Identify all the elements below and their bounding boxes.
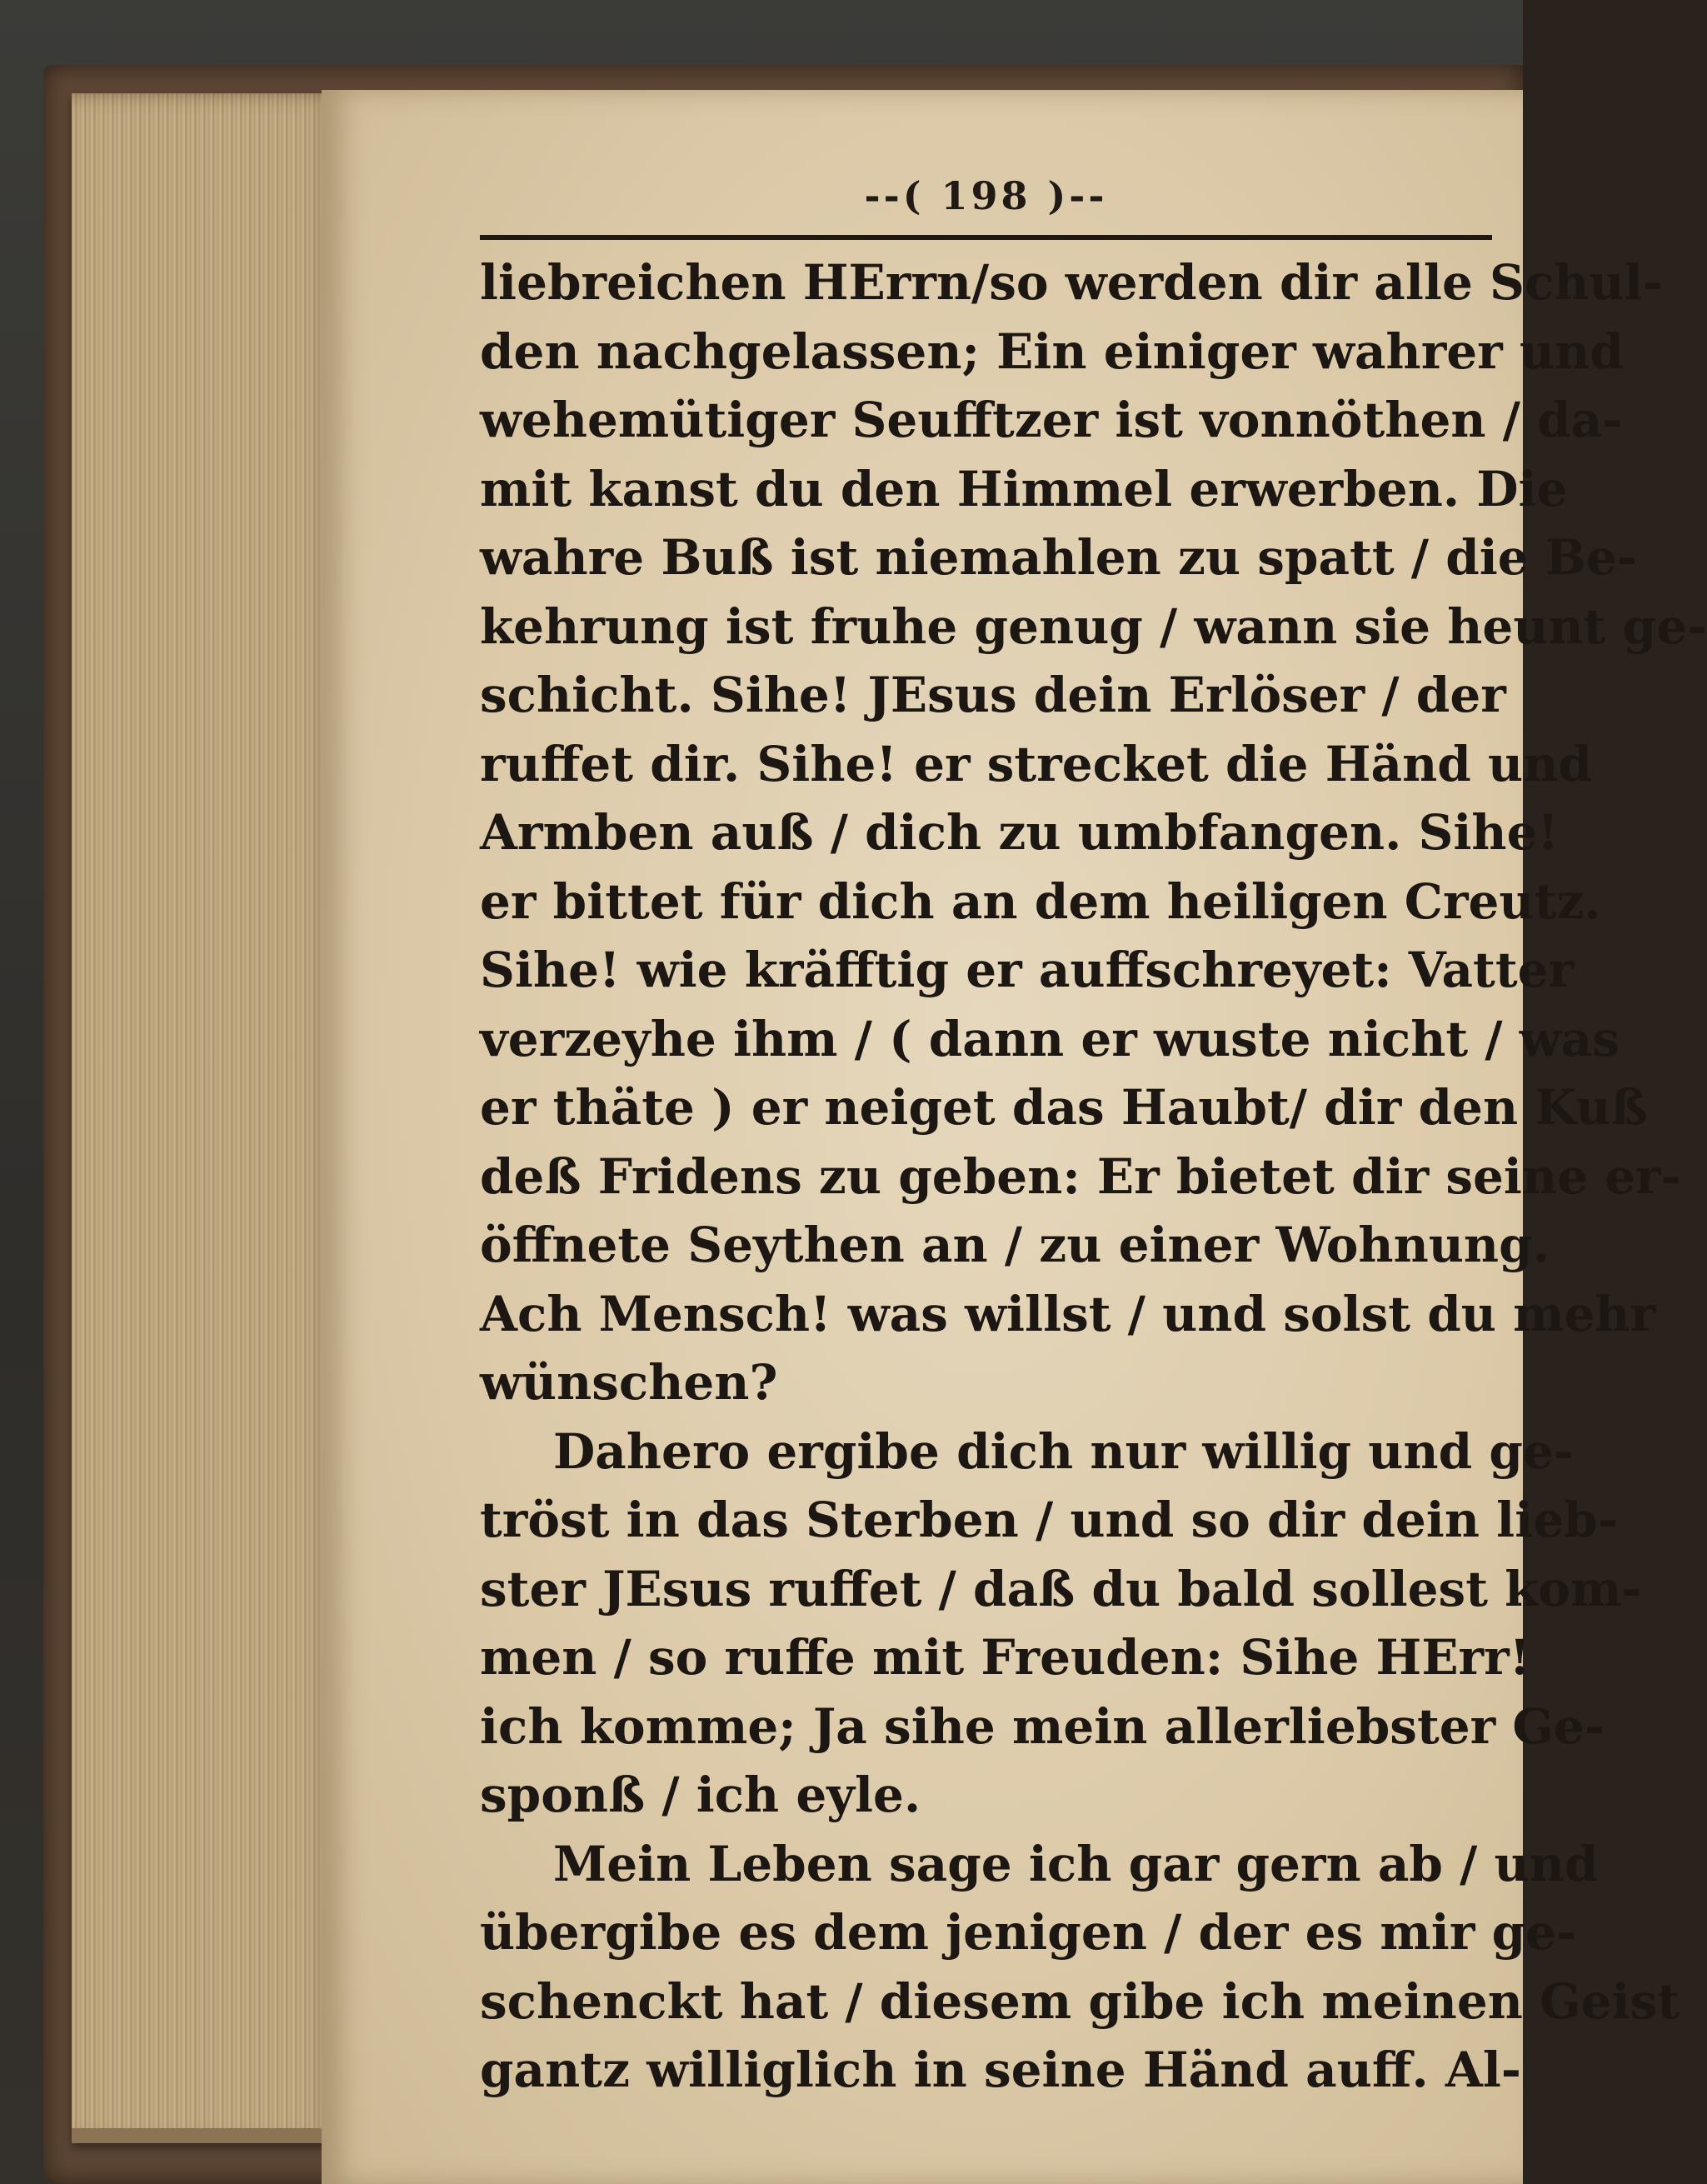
- text-line: er bittet für dich an dem heiligen Creutz.: [480, 872, 1601, 930]
- text-line: wünschen?: [480, 1354, 778, 1411]
- text-line: mit kanst du den Himmel erwerben. Die: [480, 460, 1568, 517]
- text-line: tröst in das Sterben / und so dir dein lieb-: [480, 1492, 1618, 1548]
- text-line: kehrung ist fruhe genug / wann sie heunt ge-: [480, 597, 1707, 655]
- text-line: schicht. Sihe! JEsus dein Erlöser / der: [480, 667, 1506, 723]
- text-line: ich komme; Ja sihe mein allerliebster Ge-: [480, 1697, 1605, 1755]
- text-line: men / so ruffe mit Freuden: Sihe HErr!: [480, 1629, 1531, 1686]
- page-number: ‑‑( 198 )‑‑: [864, 173, 1108, 218]
- text-line: Sihe! wie kräfftig er auffschreyet: Vatter: [480, 942, 1575, 998]
- text-line: wahre Buß ist niemahlen zu spatt / die Be-: [480, 529, 1637, 586]
- text-line: schenckt hat / diesem gibe ich meinen Geist: [480, 1972, 1680, 2030]
- text-line: Armben auß / dich zu umbfangen. Sihe!: [480, 804, 1559, 861]
- page-content: [480, 173, 1707, 2105]
- text-line: ruffet dir. Sihe! er strecket die Händ und: [480, 735, 1592, 792]
- page-body: [480, 248, 1707, 2105]
- text-line: liebreichen HErrn/so werden dir alle Schul-: [480, 254, 1663, 311]
- book-page: [322, 90, 1707, 2184]
- text-line: wehemütiger Seufftzer ist vonnöthen / da-: [480, 392, 1623, 448]
- page-edges: [72, 93, 338, 2143]
- text-line: Ach Mensch! was willst / und solst du mehr: [480, 1285, 1656, 1342]
- text-line: verzeyhe ihm / ( dann er wuste nicht / was: [480, 1010, 1620, 1067]
- text-line: er thäte ) er neiget das Haubt/ dir den Kuß: [480, 1079, 1648, 1136]
- text-line: öffnete Seythen an / zu einer Wohnung.: [480, 1217, 1550, 1273]
- text-line: gantz williglich in seine Händ auff. Al-: [480, 2042, 1521, 2098]
- text-line: übergibe es dem jenigen / der es mir ge-: [480, 1904, 1577, 1961]
- header-rule: [480, 235, 1492, 240]
- text-line: den nachgelassen; Ein einiger wahrer und: [480, 322, 1624, 380]
- page-header: [480, 173, 1492, 232]
- text-line: sponß / ich eyle.: [480, 1767, 921, 1823]
- text-line: Dahero ergibe dich nur willig und ge-: [553, 1422, 1574, 1480]
- text-line: ster JEsus ruffet / daß du bald sollest kom-: [480, 1560, 1642, 1617]
- text-line: Mein Leben sage ich gar gern ab / und: [553, 1835, 1599, 1892]
- text-line: deß Fridens zu geben: Er bietet dir seine er-: [480, 1147, 1681, 1205]
